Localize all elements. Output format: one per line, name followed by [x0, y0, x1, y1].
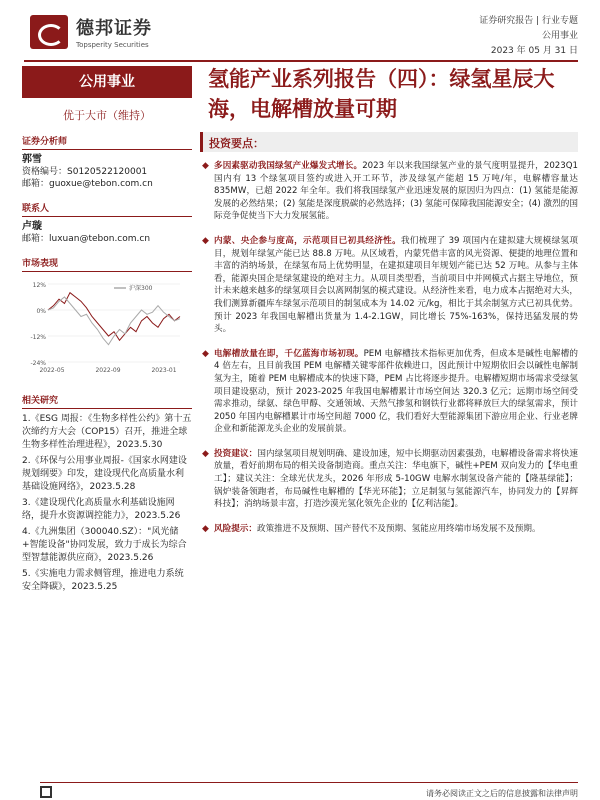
key-point-text: 2023 年以来我国绿氢产业的景气度明显提升，2023Q1 国内有 13 个绿氢项目签约或进入开工环节，涉及绿氢产能超 15 万吨/年，电解槽容量达 835MW，已超 2022 年全年。我们将我国绿氢产业迅速发展的原因归为四点：(1) 氢能是能源发展的必然结果；(2) 氢能是深度脱碳的必然选择；(3) 氢能可保障我国能源安全；(4) 激烈的国际竞争促使当下大力发展氢能。 [214, 161, 578, 222]
report-meta [479, 14, 578, 59]
contact-name: 卢璇 [22, 221, 42, 232]
key-point [202, 235, 578, 336]
report-date: 2023 年 05 月 31 日 [490, 46, 578, 56]
brand-name-en: Topsperity Securities [76, 41, 149, 49]
key-point-lead: 投资建议： [214, 448, 258, 459]
x-tick-label: 2022-05 [39, 367, 65, 374]
contact-email[interactable]: 邮箱：luxuan@tebon.com.cn [22, 234, 151, 244]
footer-divider [40, 782, 578, 783]
market-heading: 市场表现 [22, 256, 192, 272]
report-title: 氢能产业系列报告（四）：绿氢星辰大海，电解槽放量可期 [208, 67, 555, 121]
header-divider [24, 60, 578, 62]
logo-icon [30, 15, 68, 49]
analyst-heading: 证券分析师 [22, 134, 192, 150]
series-line [48, 297, 180, 345]
key-point-lead: 风险提示： [214, 523, 257, 534]
y-tick-label: 0% [36, 308, 46, 315]
contact-info [22, 221, 192, 245]
related-item[interactable]: 1.《ESG 周报：《生物多样性公约》第十五次缔约方大会（COP15）召开，推进全球生物多样性治理进程》，2023.5.30 [22, 414, 192, 450]
left-sidebar [22, 66, 192, 597]
x-tick-label: 2022-09 [95, 367, 121, 374]
related-heading: 相关研究 [22, 393, 192, 409]
y-tick-label: -12% [30, 334, 46, 341]
series-line [48, 293, 180, 341]
qr-code-icon [40, 786, 52, 798]
key-points-label: 投资要点： [209, 137, 264, 150]
key-point-lead: 多因素驱动我国绿氢产业爆发式增长。 [214, 161, 363, 171]
sector-badge: 公用事业 [22, 66, 192, 98]
brand-logo [30, 14, 152, 49]
market-chart-svg [22, 278, 182, 382]
related-item[interactable]: 5.《实施电力需求侧管理，推进电力系统安全降碳》，2023.5.25 [22, 569, 184, 592]
report-type: 证券研究报告 | 行业专题 [479, 16, 578, 26]
bullet-icon: ◆ [202, 161, 209, 171]
rating: 优于大市（维持） [63, 109, 151, 122]
analyst-email[interactable]: 邮箱：guoxue@tebon.com.cn [22, 179, 153, 189]
key-point [202, 348, 578, 436]
key-point-text: 我们梳理了 39 项国内在建拟建大规模绿氢项目，规划年绿氢产能已达 88.8 万吨。从区域看，内蒙凭借丰富的风光资源、便捷的地理位置和丰富的消纳场景，在绿氢布局上优势明显，在建拟建项目年规划产能已达 52 万吨。从参与主体看，能源央国企是绿氢建设的绝对主力。从项目类型看，当前项目中并网模式占据主导地位，预计未来越来越多的绿氢项目会以离网制氢的模式建设。从经济性来看，电力成本占据绝对大头，我们测算新疆库车绿氢示范项目的制氢成本为 14.02 元/kg，相比于其余制氢方式已初具优势。预计 2023 年我国电解槽出货量为 1.4-2.1GW，同比增长 75%-163%，保持迅猛发展的势头。 [214, 235, 578, 335]
analyst-info [22, 154, 192, 190]
x-tick-label: 2023-01 [151, 367, 177, 374]
key-points [202, 160, 578, 547]
analyst-id: 资格编号：S0120522120001 [22, 167, 148, 177]
related-list [22, 413, 192, 594]
bullet-icon: ◆ [202, 448, 209, 459]
y-tick-label: -24% [30, 360, 46, 367]
key-point-text: 政策推进不及预期、国产替代不及预期、氢能应用终端市场发展不及预期。 [256, 523, 541, 534]
related-item[interactable]: 3.《建设现代化高质量水利基础设施网络，提升水资源调控能力》，2023.5.26 [22, 498, 181, 521]
key-point-lead: 电解槽放量在即，千亿蓝海市场初现。 [214, 348, 364, 359]
analyst-name: 郭雪 [22, 154, 42, 165]
related-item[interactable]: 2.《环保与公用事业周报-《国家水网建设规划纲要》印发，建设现代化高质量水利基础设施网络》，2023.5.28 [22, 456, 187, 492]
key-point [202, 523, 578, 536]
legend-label: 沪深300 [129, 285, 153, 292]
key-points-bar [200, 132, 578, 152]
footer-disclaimer: 请务必阅读正文之后的信息披露和法律声明 [426, 789, 578, 798]
related-item[interactable]: 4.《九洲集团（300040.SZ）："风光储+智能设备"协同发展，致力于成长为综合型智慧能源供应商》，2023.5.26 [22, 527, 187, 563]
bullet-icon: ◆ [202, 523, 209, 534]
key-point-text: PEM 电解槽技术指标更加优秀，但成本是碱性电解槽的 4 倍左右，且目前我国 PEM 电解槽关键零部件依赖进口，因此预计中短期依旧会以碱性电解制氢为主，随着 PEM 电解槽成本的快速下降，PEM 占比将逐步提升。电解槽短期市场需求受绿氢项目建设驱动，预计 2023-2025 年我国电解槽累计市场空间达 320.3 亿元；远期市场空间受需求推动，绿氨、绿色甲醇、交通领域、天然气掺氢和钢铁行业都将释放巨大的绿氢需求，预计 2050 年国内电解槽累计市场空间超 7000 亿，我们看好大型能源集团下游应用企业、行业老牌企业和新能源龙头企业的发展前景。 [214, 348, 578, 435]
key-point [202, 160, 578, 223]
bullet-icon: ◆ [202, 348, 209, 359]
key-point-lead: 内蒙、央企参与度高，示范项目已初具经济性。 [214, 235, 401, 246]
y-tick-label: 12% [32, 282, 46, 289]
bullet-icon: ◆ [202, 235, 209, 246]
key-point [202, 448, 578, 511]
report-industry: 公用事业 [541, 31, 578, 41]
market-chart [22, 278, 182, 382]
contact-heading: 联系人 [22, 201, 192, 217]
key-point-text: 国内绿氢项目规划明确、建设加速，短中长期驱动因素强劲，电解槽设备需求将快速放量，看好前期布局的相关设备制造商。重点关注：华电旗下，碱性+PEM 双向发力的【华电重工】；建议关注：全球光伏龙头，2026 年形成 5-10GW 电解水制氢设备产能的【隆基绿能】；锅炉装备领跑者，布局碱性电解槽的【华光环能】；立足制氢与氢能源汽车，协同发力的【昇辉科技】；消纳场景丰富，打造沙漠光氢化领先企业的【亿利洁能】。 [214, 448, 578, 510]
brand-name-cn: 德邦证券 [76, 18, 152, 39]
